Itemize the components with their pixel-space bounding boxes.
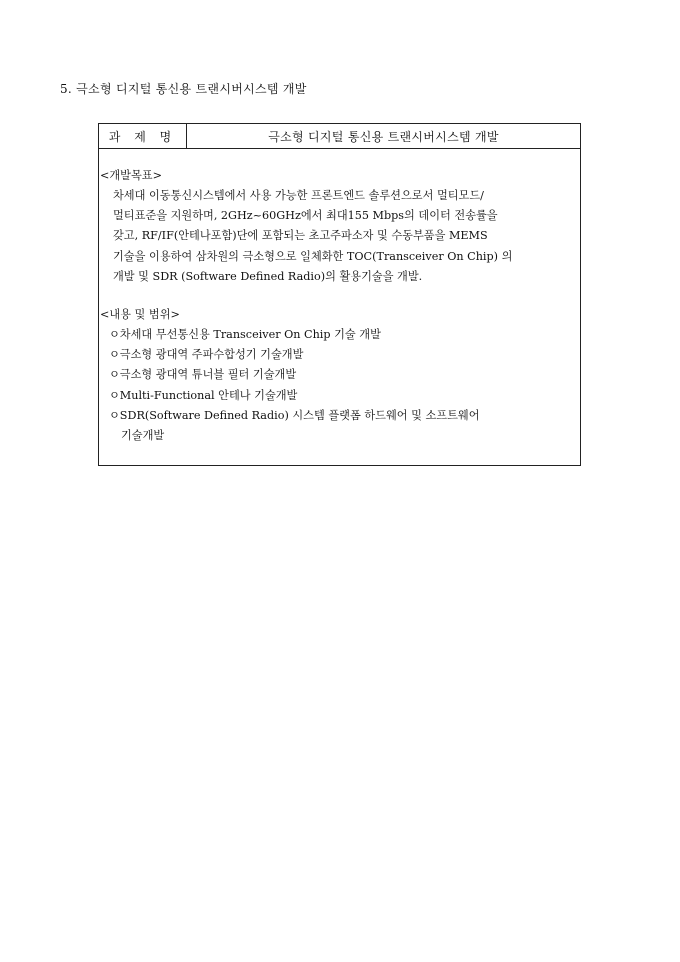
scope-item: ㅇ극소형 광대역 주파수합성기 기술개발 <box>109 348 304 362</box>
goal-header: <개발목표> <box>100 169 162 182</box>
scope-item: ㅇ차세대 무선통신용 Transceiver On Chip 기술 개발 <box>109 327 381 341</box>
table-body-cell <box>99 149 580 446</box>
goal-line: 갖고, RF/IF(안테나포함)단에 포함되는 초고주파소자 및 수동부품을 MEMS <box>113 229 488 243</box>
project-name-label: 과 제 명 <box>99 124 187 148</box>
goal-line: 개발 및 SDR (Software Defined Radio)의 활용기술을 개발. <box>113 269 423 283</box>
scope-item-continuation: 기술개발 <box>121 428 165 442</box>
scope-item: ㅇ극소형 광대역 튜너블 필터 기술개발 <box>109 368 297 382</box>
goal-line: 멀티표준을 지원하며, 2GHz~60GHz에서 최대155 Mbps의 데이터 전송률을 <box>113 209 498 223</box>
section-heading: 5. 극소형 디지털 통신용 트랜시버시스템 개발 <box>60 82 307 96</box>
scope-item: ㅇMulti-Functional 안테나 기술개발 <box>109 388 298 402</box>
table-header-row <box>99 124 580 149</box>
goal-paragraph <box>113 186 580 287</box>
scope-item: ㅇSDR(Software Defined Radio) 시스템 플랫폼 하드웨어 및 소프트웨어 <box>109 408 480 422</box>
scope-header: <내용 및 범위> <box>100 307 180 321</box>
goal-line: 기술을 이용하여 삼차원의 극소형으로 일체화한 TOC(Transceiver On Chip) 의 <box>113 249 513 263</box>
project-name-value: 극소형 디지털 통신용 트랜시버시스템 개발 <box>268 129 499 144</box>
project-table <box>98 123 581 466</box>
goal-line: 차세대 이동통신시스템에서 사용 가능한 프론트엔드 솔루션으로서 멀티모드/ <box>113 189 484 202</box>
scope-list <box>99 325 580 446</box>
